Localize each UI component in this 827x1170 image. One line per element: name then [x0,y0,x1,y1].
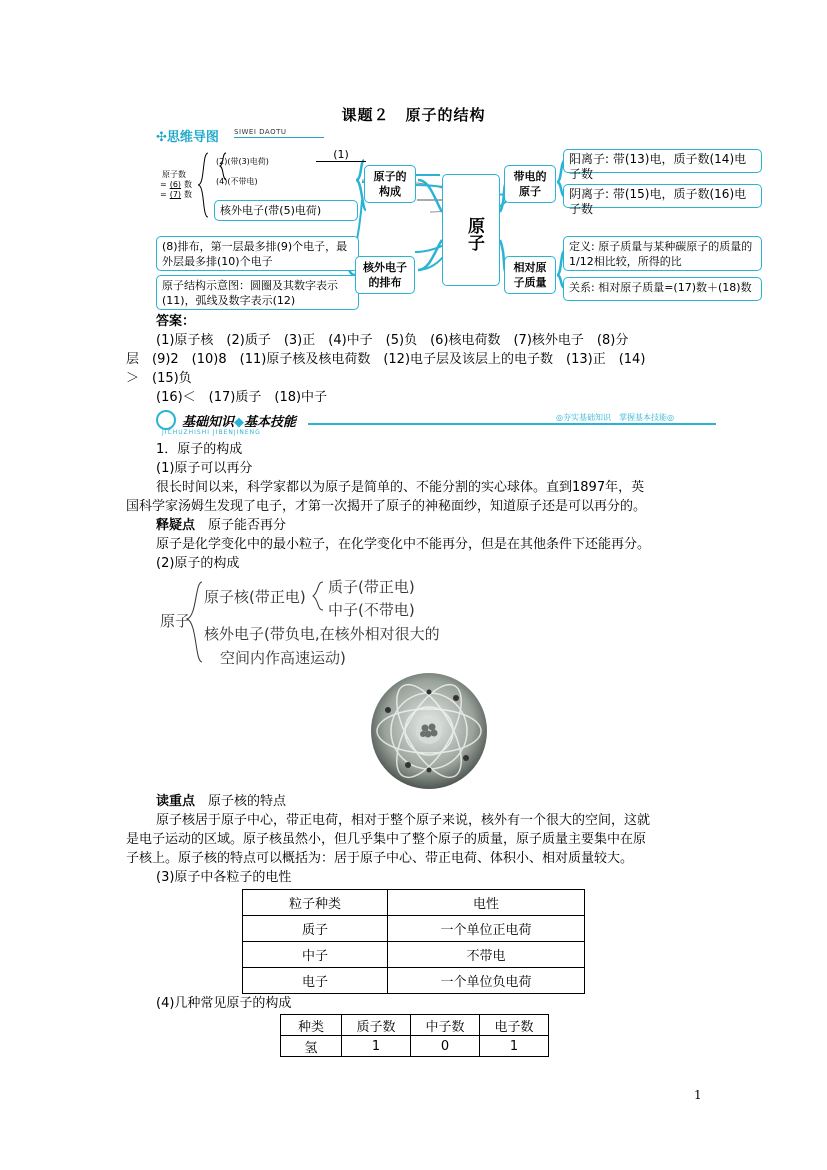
focus-label: 读重点 [156,794,196,809]
table-cell: 0 [411,1036,480,1057]
anion-box [563,184,762,216]
table-row [281,1036,549,1057]
note-line: 原子数 [162,170,186,179]
charged-box [504,165,556,203]
electron-label: 核外电子(带(5)电荷) [220,204,322,217]
explain-label: 释疑点 [156,518,196,533]
charged-label: 带电的原子 [513,170,547,198]
mindmap-title: 思维导图 [166,130,219,145]
section-heading: 1．原子的构成 [156,442,243,457]
explain-title: 原子能否再分 [208,518,287,533]
structure-proton: 质子(带正电) [328,578,415,596]
structure-atom: 原子 [160,612,191,630]
definition-box [563,236,762,271]
page-title: 课题２ 原子的结构 [341,106,486,124]
table-header-row [243,890,585,916]
table-cell: 一个单位正电荷 [388,916,585,942]
banner-title-group [182,411,296,430]
structure-electron-1: 核外电子(带负电,在核外相对很大的 [204,625,440,643]
table-cell: 氢 [281,1036,342,1057]
table-cell: 质子 [243,916,388,942]
relation-box [563,277,762,301]
table-cell: 1 [480,1036,549,1057]
mindmap-header-sub: SIWEI DAOTU [234,128,287,136]
answers-line-3: ＞ (15)负 [126,371,192,386]
mm-row1-answer: (1) [316,148,366,162]
note-eq2: = [160,190,167,199]
equal-note-2 [160,180,210,189]
structure-nucleus: 原子核(带正电) [204,588,306,606]
arrange-detail: (8)排布，第一层最多排(9)个电子，最外层最多排(10)个电子 [162,240,348,268]
atom-table [280,1014,549,1057]
focus-title: 原子核的特点 [208,794,287,809]
composition-box [364,165,416,203]
page-number: 1 [694,1088,702,1102]
proton-blank: (2)(带(3)电荷) [216,157,269,166]
table-cell: 1 [342,1036,411,1057]
focus-line-2: 是电子运动的区域。原子核虽然小，但几乎集中了整个原子的质量，原子质量主要集中在原 [126,832,647,847]
answers-line-4: (16)＜ (17)质子 (18)中子 [156,390,328,405]
cation-label: 阳离子: 带(13)电，质子数(14)电子数 [569,152,747,181]
focus-line-1: 原子核居于原子中心，带正电荷，相对于整个原子来说，核外有一个很大的空间，这就 [156,813,651,828]
structure-electron-2: 空间内作高速运动) [220,649,346,667]
table-header: 中子数 [411,1015,480,1036]
table-row [243,942,585,968]
section-banner [156,410,716,436]
definition-label: 定义: 原子质量与某种碳原子的质量的1/12相比较，所得的比 [569,240,753,268]
banner-sep: ◆ [234,415,245,430]
atom-center-box [442,174,500,286]
note-shu2: 数 [184,190,193,199]
header-divider [234,137,324,138]
note-blank-6: (6) [169,180,182,189]
arrange-detail-box [156,236,359,271]
equal-note [160,170,188,179]
anion-label: 阴离子: 带(15)电，质子数(16)电子数 [569,187,747,216]
banner-sub: JICHUZHISHI JIBENJINENG [162,429,261,436]
mm-row2: (4)(不带电) [216,177,258,186]
note-blank-7: (7) [169,190,182,199]
explain-point [156,516,286,535]
table-cell: 不带电 [388,942,585,968]
banner-title: 基础知识 [182,415,235,430]
composition-label: 原子的构成 [373,170,407,198]
note-eq: = [160,180,167,189]
banner-right: ◎夯实基础知识 掌握基本技能◎ [556,413,674,422]
table-cell: 电子 [243,968,388,994]
table-header-row [281,1015,549,1036]
structure-detail: 原子结构示意图：圆圈及其数字表示(11)，弧线及数字表示(12) [162,279,338,307]
explain-text: 原子是化学变化中的最小粒子，在化学变化中不能再分，但是在其他条件下还能再分。 [156,537,651,552]
flower-icon: ✣ [156,130,167,145]
subheading-3: (3)原子中各粒子的电性 [156,870,292,885]
structure-detail-box [156,275,359,310]
banner-line [308,423,716,425]
table-header: 质子数 [342,1015,411,1036]
table-header: 电子数 [480,1015,549,1036]
table-header: 粒子种类 [243,890,388,916]
relmass-box [504,256,556,294]
para-1a: 很长时间以来，科学家都以为原子是简单的、不能分割的实心球体。直到1897年，英 [156,480,645,495]
atom-illustration [368,670,490,792]
answers-label: 答案： [156,314,196,329]
answers-line-1: (1)原子核 (2)质子 (3)正 (4)中子 (5)负 (6)核电荷数 (7)核外电子 (8)分 [156,333,629,348]
subheading-1: (1)原子可以再分 [156,461,253,476]
answers-line-2: 层 (9)2 (10)8 (11)原子核及核电荷数 (12)电子层及该层上的电子数 (13)正 (14) [126,352,646,367]
relation-label: 关系: 相对原子质量=(17)数＋(18)数 [569,281,752,294]
structure-neutron: 中子(不带电) [328,601,415,619]
atom-image [368,670,490,792]
table-header: 种类 [281,1015,342,1036]
para-1b: 国科学家汤姆生发现了电子，才第一次揭开了原子的神秘面纱，知道原子还是可以再分的。 [126,499,647,514]
arrange-label: 核外电子的排布 [363,261,407,289]
note-shu: 数 [184,180,193,189]
focus-line-3: 子核上。原子核的特点可以概括为：居于原子中心、带正电荷、体积小、相对质量较大。 [126,851,634,866]
subheading-4: (4)几种常见原子的构成 [156,996,292,1011]
relmass-label: 相对原子质量 [513,261,547,289]
atom-center-label: 原子 [464,217,484,251]
banner-badge-icon [156,410,176,430]
table-header: 电性 [388,890,585,916]
table-cell: 中子 [243,942,388,968]
table-cell: 一个单位负电荷 [388,968,585,994]
subheading-2: (2)原子的构成 [156,556,240,571]
mm-electron-box [214,200,358,221]
table-row [243,916,585,942]
charge-table [242,889,585,994]
table-row [243,968,585,994]
equal-note-3 [160,190,210,199]
cation-box [563,149,762,181]
focus-point [156,792,286,811]
arrange-box [355,256,415,294]
banner-title-2: 基本技能 [244,415,297,430]
